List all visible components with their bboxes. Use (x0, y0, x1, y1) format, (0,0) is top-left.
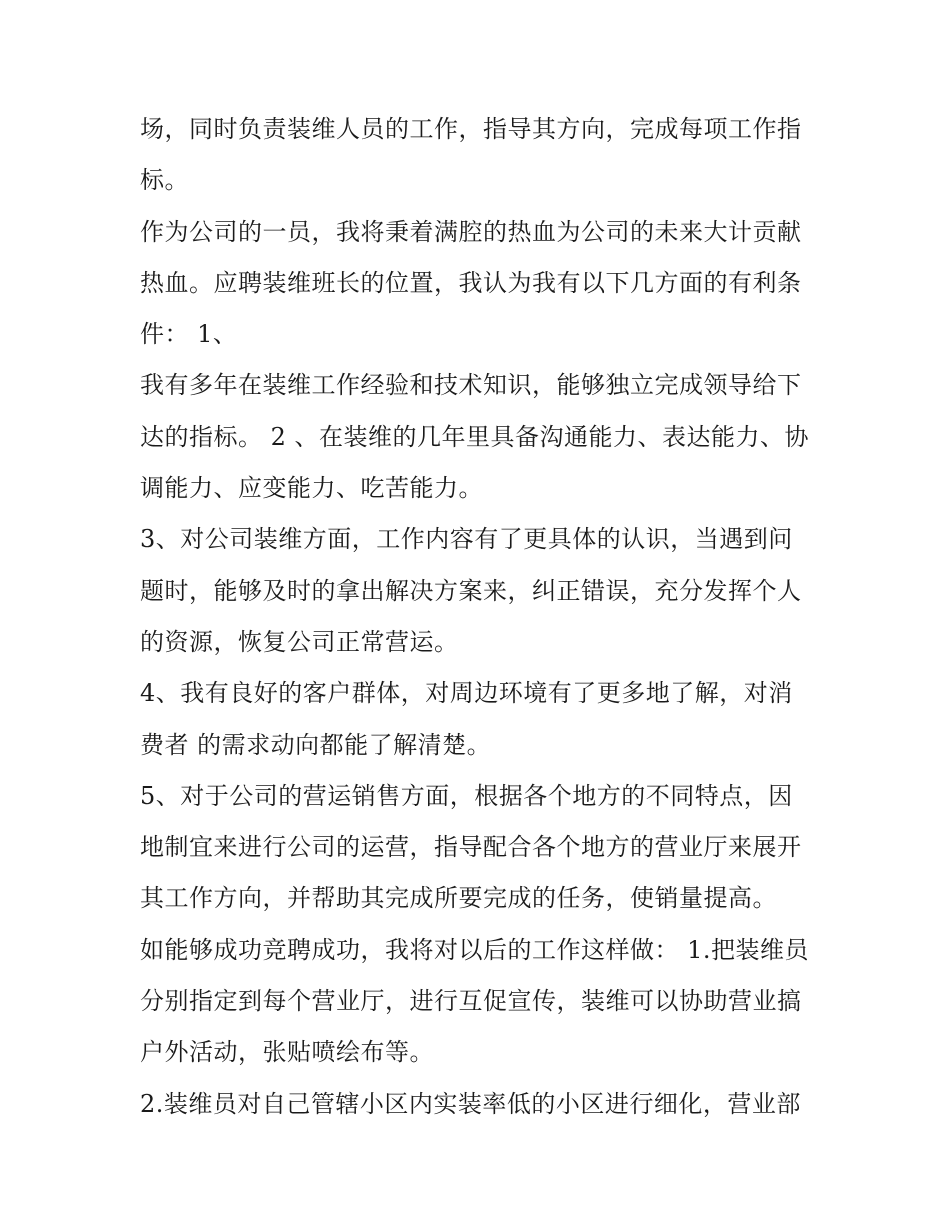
text-line: 其工作方向，并帮助其完成所要完成的任务，使销量提高。 (140, 884, 777, 913)
text-line: 热血。应聘装维班长的位置，我认为我有以下几方面的有利条 (140, 268, 802, 297)
text-line: 5、对于公司的营运销售方面，根据各个地方的不同特点，因 (140, 781, 793, 810)
text-line: 户外活动，张贴喷绘布等。 (140, 1038, 434, 1067)
text-line: 题时，能够及时的拿出解决方案来，纠正错误，充分发挥个人 (140, 576, 802, 605)
text-line: 费者 的需求动向都能了解清楚。 (140, 730, 492, 759)
text-line: 分别指定到每个营业厅，进行互促宣传，装维可以协助营业搞 (140, 987, 802, 1016)
text-line: 件： 1、 (140, 320, 238, 349)
text-line: 如能够成功竞聘成功，我将对以后的工作这样做： 1.把装维员 (140, 935, 810, 964)
text-line: 作为公司的一员，我将秉着满腔的热血为公司的未来大计贡献 (140, 217, 802, 246)
text-line: 场，同时负责装维人员的工作，指导其方向，完成每项工作指 (140, 115, 802, 143)
text-line: 达的指标。 2 、在装维的几年里具备沟通能力、表达能力、协 (140, 422, 810, 451)
text-line: 4、我有良好的客户群体，对周边环境有了更多地了解，对消 (140, 679, 793, 708)
body-text (140, 104, 820, 1130)
text-line: 地制宜来进行公司的运营，指导配合各个地方的营业厅来展开 (140, 833, 802, 862)
text-line: 的资源，恢复公司正常营运。 (140, 627, 459, 656)
text-line: 我有多年在装维工作经验和技术知识，能够独立完成领导给下 (140, 371, 802, 400)
text-line: 3、对公司装维方面，工作内容有了更具体的认识，当遇到问 (140, 525, 793, 554)
text-line: 标。 (140, 166, 189, 195)
text-line: 2.装维员对自己管辖小区内实装率低的小区进行细化，营业部 (140, 1089, 801, 1118)
text-line: 调能力、应变能力、吃苦能力。 (140, 474, 483, 503)
